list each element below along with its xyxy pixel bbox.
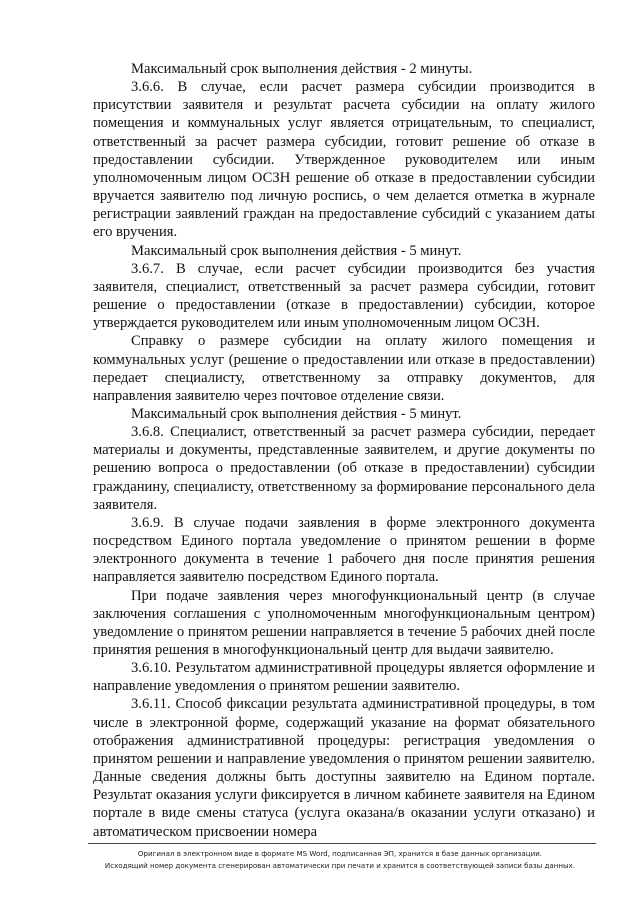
footer-line-number: Исходящий номер документа сгенерирован автоматически при печати и хранится в соответствующей записи базы данных. (104, 861, 576, 870)
paragraph-max-time-5min: Максимальный срок выполнения действия - 5 минут. (131, 242, 462, 259)
document-body (93, 60, 595, 841)
paragraph-3-6-10: 3.6.10. Результатом административной процедуры является оформление и направление уведомления о принятом решении заявителю. (93, 660, 595, 695)
footer-line-original: Оригинал в электронном виде в формате MS Word, подписанная ЭП, хранится в базе данных организации. (137, 849, 543, 858)
paragraph-max-time-2min: Максимальный срок выполнения действия - 2 минуты. (131, 61, 473, 77)
page-footer (60, 848, 620, 872)
paragraph-mfc: При подаче заявления через многофункциональный центр (в случае заключения соглашения с уполномоченным многофункциональным центром) уведомление о принятом решении направляется в течение 5 рабочих дней после принятия решения в многофункциональный центр для выдачи заявителю. (93, 587, 595, 658)
paragraph-3-6-7: 3.6.7. В случае, если расчет субсидии производится без участия заявителя, специалист, ответственный за расчет размера субсидии, готовит решение о предоставлении (отказе в предоставлении) субсидии, которое утверждается руководителем или иным уполномоченным лицом ОСЗН. (93, 260, 595, 332)
paragraph-certificate: Справку о размере субсидии на оплату жилого помещения и коммунальных услуг (решение о предоставлении или отказе в предоставлении) передает специалисту, ответственному за отправку документов, для направления заявителю через почтовое отделение связи. (93, 333, 595, 404)
paragraph-3-6-9: 3.6.9. В случае подачи заявления в форме электронного документа посредством Единого портала уведомление о принятом решении в форме электронного документа в течение 1 рабочего дня после принятия решения направляется заявителю посредством Единого портала. (93, 514, 595, 586)
footer-divider (88, 843, 596, 844)
paragraph-max-time-5min-2: Максимальный срок выполнения действия - 5 минут. (131, 405, 462, 422)
paragraph-3-6-6: 3.6.6. В случае, если расчет размера субсидии производится в присутствии заявителя и результат расчета субсидии на оплату жилого помещения и коммунальных услуг является отрицательным, то специалист, ответственный за расчет размера субсидии, готовит решение об отказе в предоставлении субсидии. Утвержденное руководителем или иным уполномоченным лицом ОСЗН решение об отказе в предоставлении субсидии вручается заявителю под личную роспись, о чем делается отметка в журнале регистрации заявлений граждан на предоставление субсидий с указанием даты его вручения. (93, 79, 595, 241)
paragraph-3-6-8: 3.6.8. Специалист, ответственный за расчет размера субсидии, передает материалы и документы, представленные заявителем, и другие документы по решению вопроса о предоставлении (об отказе в предоставлении) субсидии гражданину, специалисту, ответственному за формирование персонального дела заявителя. (93, 424, 595, 513)
paragraph-3-6-11: 3.6.11. Способ фиксации результата административной процедуры, в том числе в электронной форме, содержащий указание на формат обязательного отображения административной процедуры: регистрация уведомления о принятом решении и направление уведомления о принятом решении заявителю. Данные сведения должны быть доступны заявителю на Едином портале. Результат оказания услуги фиксируется в личном кабинете заявителя на Едином портале в виде смены статуса (услуга оказана/в оказании услуги отказано) и автоматическом присвоении номера (93, 696, 595, 840)
